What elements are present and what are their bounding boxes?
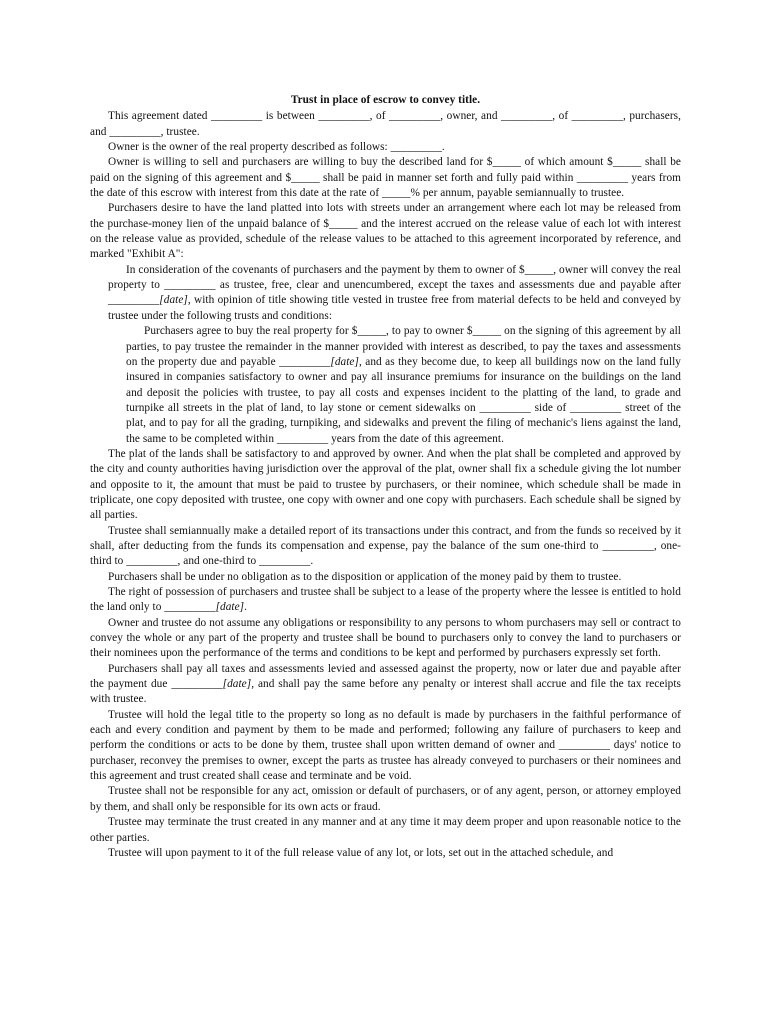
document-title: Trust in place of escrow to convey title. <box>290 94 481 106</box>
document-page <box>90 93 681 861</box>
paragraph-platting: Purchasers desire to have the land platted into lots with streets under an arrangement where each lot may be released from the purchase-money lien of the unpaid balance of $_____ and the interest accrued on the release value of each lot with interest on the release value as provided, schedule of the release values to be attached to this agreement incorporated by reference, and marked "Exhibit A": <box>90 202 681 261</box>
paragraph-taxes: Purchasers shall pay all taxes and assessments levied and assessed against the property, now or later due and payable after the payment due _________[date], and shall pay the same before any penalty or interest shall accrue and file the tax receipts with trustee. <box>90 662 681 706</box>
paragraph-trustee-report: Trustee shall semiannually make a detailed report of its transactions under this contract, and from the funds so received by it shall, after deducting from the funds its compensation and expense, pay the balance of the sum one-third to _________, one-third to _________, and one-third to _________. <box>90 524 681 568</box>
paragraph-consideration: In consideration of the covenants of purchasers and the payment by them to owner of $_____, owner will convey the real property to _________ as trustee, free, clear and unencumbered, except the taxes and assessments due and payable after _________[date], with opinion of title showing title vested in trustee free from material defects to be held and conveyed by trustee under the following trusts and conditions: <box>108 263 681 322</box>
paragraph-purchaser-obligations: Purchasers agree to buy the real property for $_____, to pay to owner $_____ on the signing of this agreement by all parties, to pay trustee the remainder in the manner provided with interest as described, to pay the taxes and assessments on the property due and payable _________[date], and as they become due, to keep all buildings now on the land fully insured in companies satisfactory to owner and pay all insurance premiums for insurance on the buildings on the land and deposit the policies with trustee, to pay all costs and expenses incident to the platting of the land, to grade and turnpike all streets in the plat of land, to lay stone or cement sidewalks on _________ side of _________ street of the plat, and to pay for all the grading, turnpiking, and sidewalks and prevent the filing of mechanic's liens against the land, the same to be completed within _________ years from the date of this agreement. <box>126 325 681 445</box>
paragraph-possession: The right of possession of purchasers and trustee shall be subject to a lease of the property where the lessee is entitled to hold the land only to _________[date]. <box>90 586 681 614</box>
paragraph-trustee-liability: Trustee shall not be responsible for any act, omission or default of purchasers, or of any agent, person, or attorney employed by them, and shall only be responsible for its own acts or fraud. <box>90 785 681 813</box>
paragraph-sale-terms: Owner is willing to sell and purchasers are willing to buy the described land for $_____ of which amount $_____ shall be paid on the signing of this agreement and $_____ shall be paid in manner set forth and fully paid within _________ years from the date of this escrow with interest from this date at the rate of _____% per annum, payable semiannually to trustee. <box>90 156 681 200</box>
paragraph-owner-property: Owner is the owner of the real property described as follows: _________. <box>108 141 445 154</box>
paragraph-no-obligation: Purchasers shall be under no obligation as to the disposition or application of the money paid by them to trustee. <box>108 570 622 583</box>
paragraph-plat-approval: The plat of the lands shall be satisfactory to and approved by owner. And when the plat shall be completed and approved by the city and county authorities having jurisdiction over the approval of the plat, owner shall fix a schedule giving the lot number and opposite to it, the amount that must be paid to trustee by purchasers, or their nominee, which schedule shall be made in triplicate, one copy deposited with trustee, one copy with owner and one copy with purchasers. Each schedule shall be signed by all parties. <box>90 447 681 522</box>
paragraph-release: Trustee will upon payment to it of the full release value of any lot, or lots, set out in the attached schedule, and <box>108 846 614 859</box>
paragraph-termination: Trustee may terminate the trust created in any manner and at any time it may deem proper and upon reasonable notice to the other parties. <box>90 816 681 844</box>
paragraph-agreement-parties: This agreement dated _________ is between _________, of _________, owner, and _________, of _________, purchasers, and _________, trustee. <box>90 110 681 138</box>
paragraph-no-responsibility: Owner and trustee do not assume any obligations or responsibility to any persons to whom purchasers may sell or contract to convey the whole or any part of the property and trustee shall be bound to purchasers only to convey the land to purchasers or their nominees upon the performance of the terms and conditions to be kept and performed by purchasers expressly set forth. <box>90 616 681 660</box>
paragraph-legal-title: Trustee will hold the legal title to the property so long as no default is made by purchasers in the faithful performance of each and every condition and payment by them to be made and performed; following any failure of purchasers to keep and perform the conditions or acts to be done by them, trustee shall upon written demand of owner and _________ days' notice to purchaser, reconvey the premises to owner, except the parts as trustee has already conveyed to purchasers or their nominees and this agreement and trust created shall cease and terminate and be void. <box>90 708 681 783</box>
